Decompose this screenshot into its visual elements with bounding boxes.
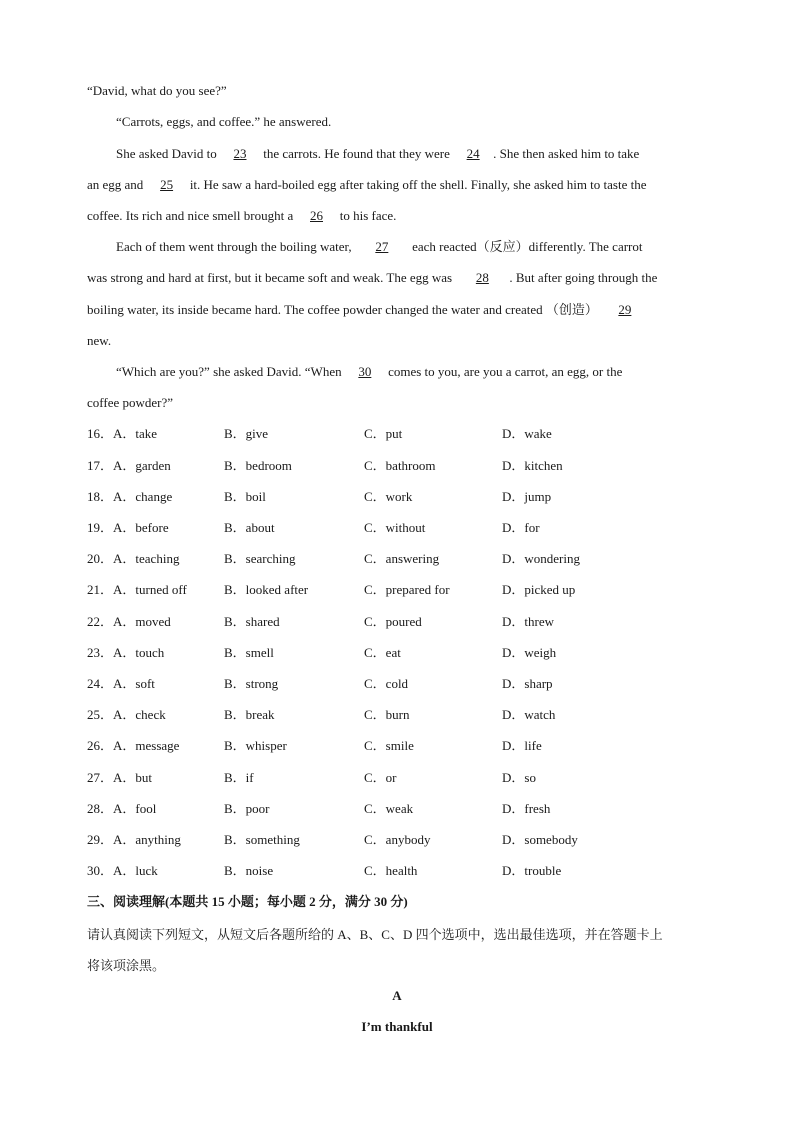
question-option-b: B．break bbox=[224, 707, 275, 722]
text: boiling water, its inside became hard. The coffee powder changed the water and created （创造） bbox=[87, 302, 598, 317]
question-option-b: B．noise bbox=[224, 863, 274, 878]
question-option-c: C．weak bbox=[364, 801, 414, 816]
option-text: A．before bbox=[113, 520, 169, 535]
question-number: 25． bbox=[87, 707, 114, 722]
question-number: 28． bbox=[87, 801, 114, 816]
text: She asked David to bbox=[116, 146, 220, 161]
question-option-b: B．bedroom bbox=[224, 458, 292, 473]
passage-line: coffee powder?” bbox=[87, 395, 174, 410]
blank-30: 30 bbox=[358, 364, 372, 379]
question-option-c: C．smile bbox=[364, 738, 414, 753]
option-text: A．change bbox=[113, 489, 173, 504]
question-option-d: D．wake bbox=[502, 426, 552, 441]
option-text: A．take bbox=[113, 426, 158, 441]
text: the carrots. He found that they were bbox=[259, 146, 454, 161]
section-heading: 三、阅读理解(本题共 15 小题；每小题 2 分，满分 30 分) bbox=[87, 894, 408, 909]
text: each reacted（反应）differently. The carrot bbox=[408, 239, 643, 254]
question-option-c: C．bathroom bbox=[364, 458, 436, 473]
option-text: A．touch bbox=[113, 645, 165, 660]
question-option-d: D．life bbox=[502, 738, 542, 753]
text: comes to you, are you a carrot, an egg, or the bbox=[384, 364, 623, 379]
text: was strong and hard at first, but it became soft and weak. The egg was bbox=[87, 270, 456, 285]
question-number: 21． bbox=[87, 582, 114, 597]
option-text: A．but bbox=[113, 770, 153, 785]
blank-26: 26 bbox=[310, 208, 323, 223]
passage-line bbox=[87, 207, 396, 225]
question-option-d: D．threw bbox=[502, 614, 554, 629]
question-option-b: B．give bbox=[224, 426, 269, 441]
question-option-a bbox=[87, 488, 172, 506]
option-text: A．message bbox=[113, 738, 180, 753]
blank-25: 25 bbox=[160, 177, 174, 192]
option-text: A．fool bbox=[113, 801, 157, 816]
question-option-d: D．kitchen bbox=[502, 458, 563, 473]
question-option-c: C．poured bbox=[364, 614, 422, 629]
question-option-c: C．work bbox=[364, 489, 413, 504]
text: an egg and bbox=[87, 177, 147, 192]
passage-line bbox=[87, 301, 652, 319]
option-text: A．moved bbox=[113, 614, 171, 629]
question-number: 26． bbox=[87, 738, 114, 753]
option-text: A．luck bbox=[113, 863, 158, 878]
question-option-d: D．somebody bbox=[502, 832, 578, 847]
question-option-d: D．wondering bbox=[502, 551, 580, 566]
question-option-a bbox=[87, 769, 152, 787]
question-number: 18． bbox=[87, 489, 114, 504]
question-option-b: B．looked after bbox=[224, 582, 309, 597]
question-number: 20． bbox=[87, 551, 114, 566]
instruction-line: 请认真阅读下列短文，从短文后各题所给的 A、B、C、D 四个选项中，选出最佳选项，并在答题卡上 bbox=[87, 927, 663, 942]
question-option-a bbox=[87, 800, 156, 818]
question-option-d: D．so bbox=[502, 770, 536, 785]
question-option-b: B．smell bbox=[224, 645, 274, 660]
question-option-a bbox=[87, 862, 158, 880]
question-option-d: D．weigh bbox=[502, 645, 557, 660]
question-option-a bbox=[87, 519, 169, 537]
text: it. He saw a hard-boiled egg after taking off the shell. Finally, she asked him to taste the bbox=[186, 177, 647, 192]
passage-line bbox=[116, 145, 639, 163]
question-number: 27． bbox=[87, 770, 114, 785]
blank-29: 29 bbox=[618, 302, 632, 317]
option-text: A．soft bbox=[113, 676, 155, 691]
question-option-b: B．if bbox=[224, 770, 254, 785]
question-option-c: C．prepared for bbox=[364, 582, 450, 597]
question-option-a bbox=[87, 706, 166, 724]
question-option-b: B．about bbox=[224, 520, 275, 535]
option-text: A．garden bbox=[113, 458, 171, 473]
option-text: A．turned off bbox=[113, 582, 187, 597]
question-option-d: D．trouble bbox=[502, 863, 562, 878]
question-option-d: D．picked up bbox=[502, 582, 576, 597]
blank-28: 28 bbox=[475, 270, 489, 285]
passage-line: new. bbox=[87, 333, 112, 348]
passage-letter: A bbox=[392, 988, 402, 1003]
text: Each of them went through the boiling water, bbox=[116, 239, 355, 254]
blank-23: 23 bbox=[233, 146, 247, 161]
question-option-c: C．answering bbox=[364, 551, 440, 566]
passage-line: “David, what do you see?” bbox=[87, 83, 227, 98]
question-option-d: D．for bbox=[502, 520, 540, 535]
question-number: 22． bbox=[87, 614, 114, 629]
passage-line bbox=[87, 176, 647, 194]
question-option-c: C．or bbox=[364, 770, 397, 785]
option-text: A．teaching bbox=[113, 551, 180, 566]
passage-line bbox=[116, 238, 643, 256]
question-option-a bbox=[87, 581, 187, 599]
question-number: 29． bbox=[87, 832, 114, 847]
question-number: 24． bbox=[87, 676, 114, 691]
question-option-a bbox=[87, 737, 179, 755]
question-option-a bbox=[87, 457, 171, 475]
question-option-c: C．anybody bbox=[364, 832, 431, 847]
passage-line bbox=[87, 269, 657, 287]
question-option-b: B．whisper bbox=[224, 738, 287, 753]
question-option-a bbox=[87, 425, 157, 443]
passage-line: “Carrots, eggs, and coffee.” he answered. bbox=[116, 114, 332, 129]
blank-27: 27 bbox=[375, 239, 389, 254]
question-option-c: C．without bbox=[364, 520, 426, 535]
text: coffee. Its rich and nice smell brought a bbox=[87, 208, 297, 223]
instruction-line: 将该项涂黑。 bbox=[87, 958, 166, 973]
question-option-b: B．poor bbox=[224, 801, 270, 816]
question-option-c: C．put bbox=[364, 426, 403, 441]
option-text: A．check bbox=[113, 707, 166, 722]
option-text: A．anything bbox=[113, 832, 181, 847]
question-option-a bbox=[87, 613, 171, 631]
blank-24: 24 bbox=[466, 146, 480, 161]
passage-title: I’m thankful bbox=[361, 1019, 433, 1034]
question-option-d: D．fresh bbox=[502, 801, 551, 816]
question-option-a bbox=[87, 550, 179, 568]
passage-line bbox=[116, 363, 622, 381]
question-option-b: B．shared bbox=[224, 614, 280, 629]
question-option-d: D．sharp bbox=[502, 676, 553, 691]
question-option-b: B．searching bbox=[224, 551, 296, 566]
question-option-d: D．jump bbox=[502, 489, 552, 504]
question-number: 16． bbox=[87, 426, 114, 441]
question-option-a bbox=[87, 831, 181, 849]
question-option-c: C．burn bbox=[364, 707, 410, 722]
text: . But after going through the bbox=[509, 270, 658, 285]
question-option-b: B．boil bbox=[224, 489, 266, 504]
question-option-d: D．watch bbox=[502, 707, 556, 722]
question-option-a bbox=[87, 675, 155, 693]
question-number: 19． bbox=[87, 520, 114, 535]
question-number: 17． bbox=[87, 458, 114, 473]
question-option-c: C．eat bbox=[364, 645, 401, 660]
question-option-c: C．health bbox=[364, 863, 418, 878]
question-option-b: B．strong bbox=[224, 676, 279, 691]
question-number: 30． bbox=[87, 863, 114, 878]
question-number: 23． bbox=[87, 645, 114, 660]
text: to his face. bbox=[336, 208, 397, 223]
text: . She then asked him to take bbox=[493, 146, 640, 161]
question-option-c: C．cold bbox=[364, 676, 409, 691]
question-option-a bbox=[87, 644, 164, 662]
question-option-b: B．something bbox=[224, 832, 300, 847]
text: “Which are you?” she asked David. “When bbox=[116, 364, 345, 379]
